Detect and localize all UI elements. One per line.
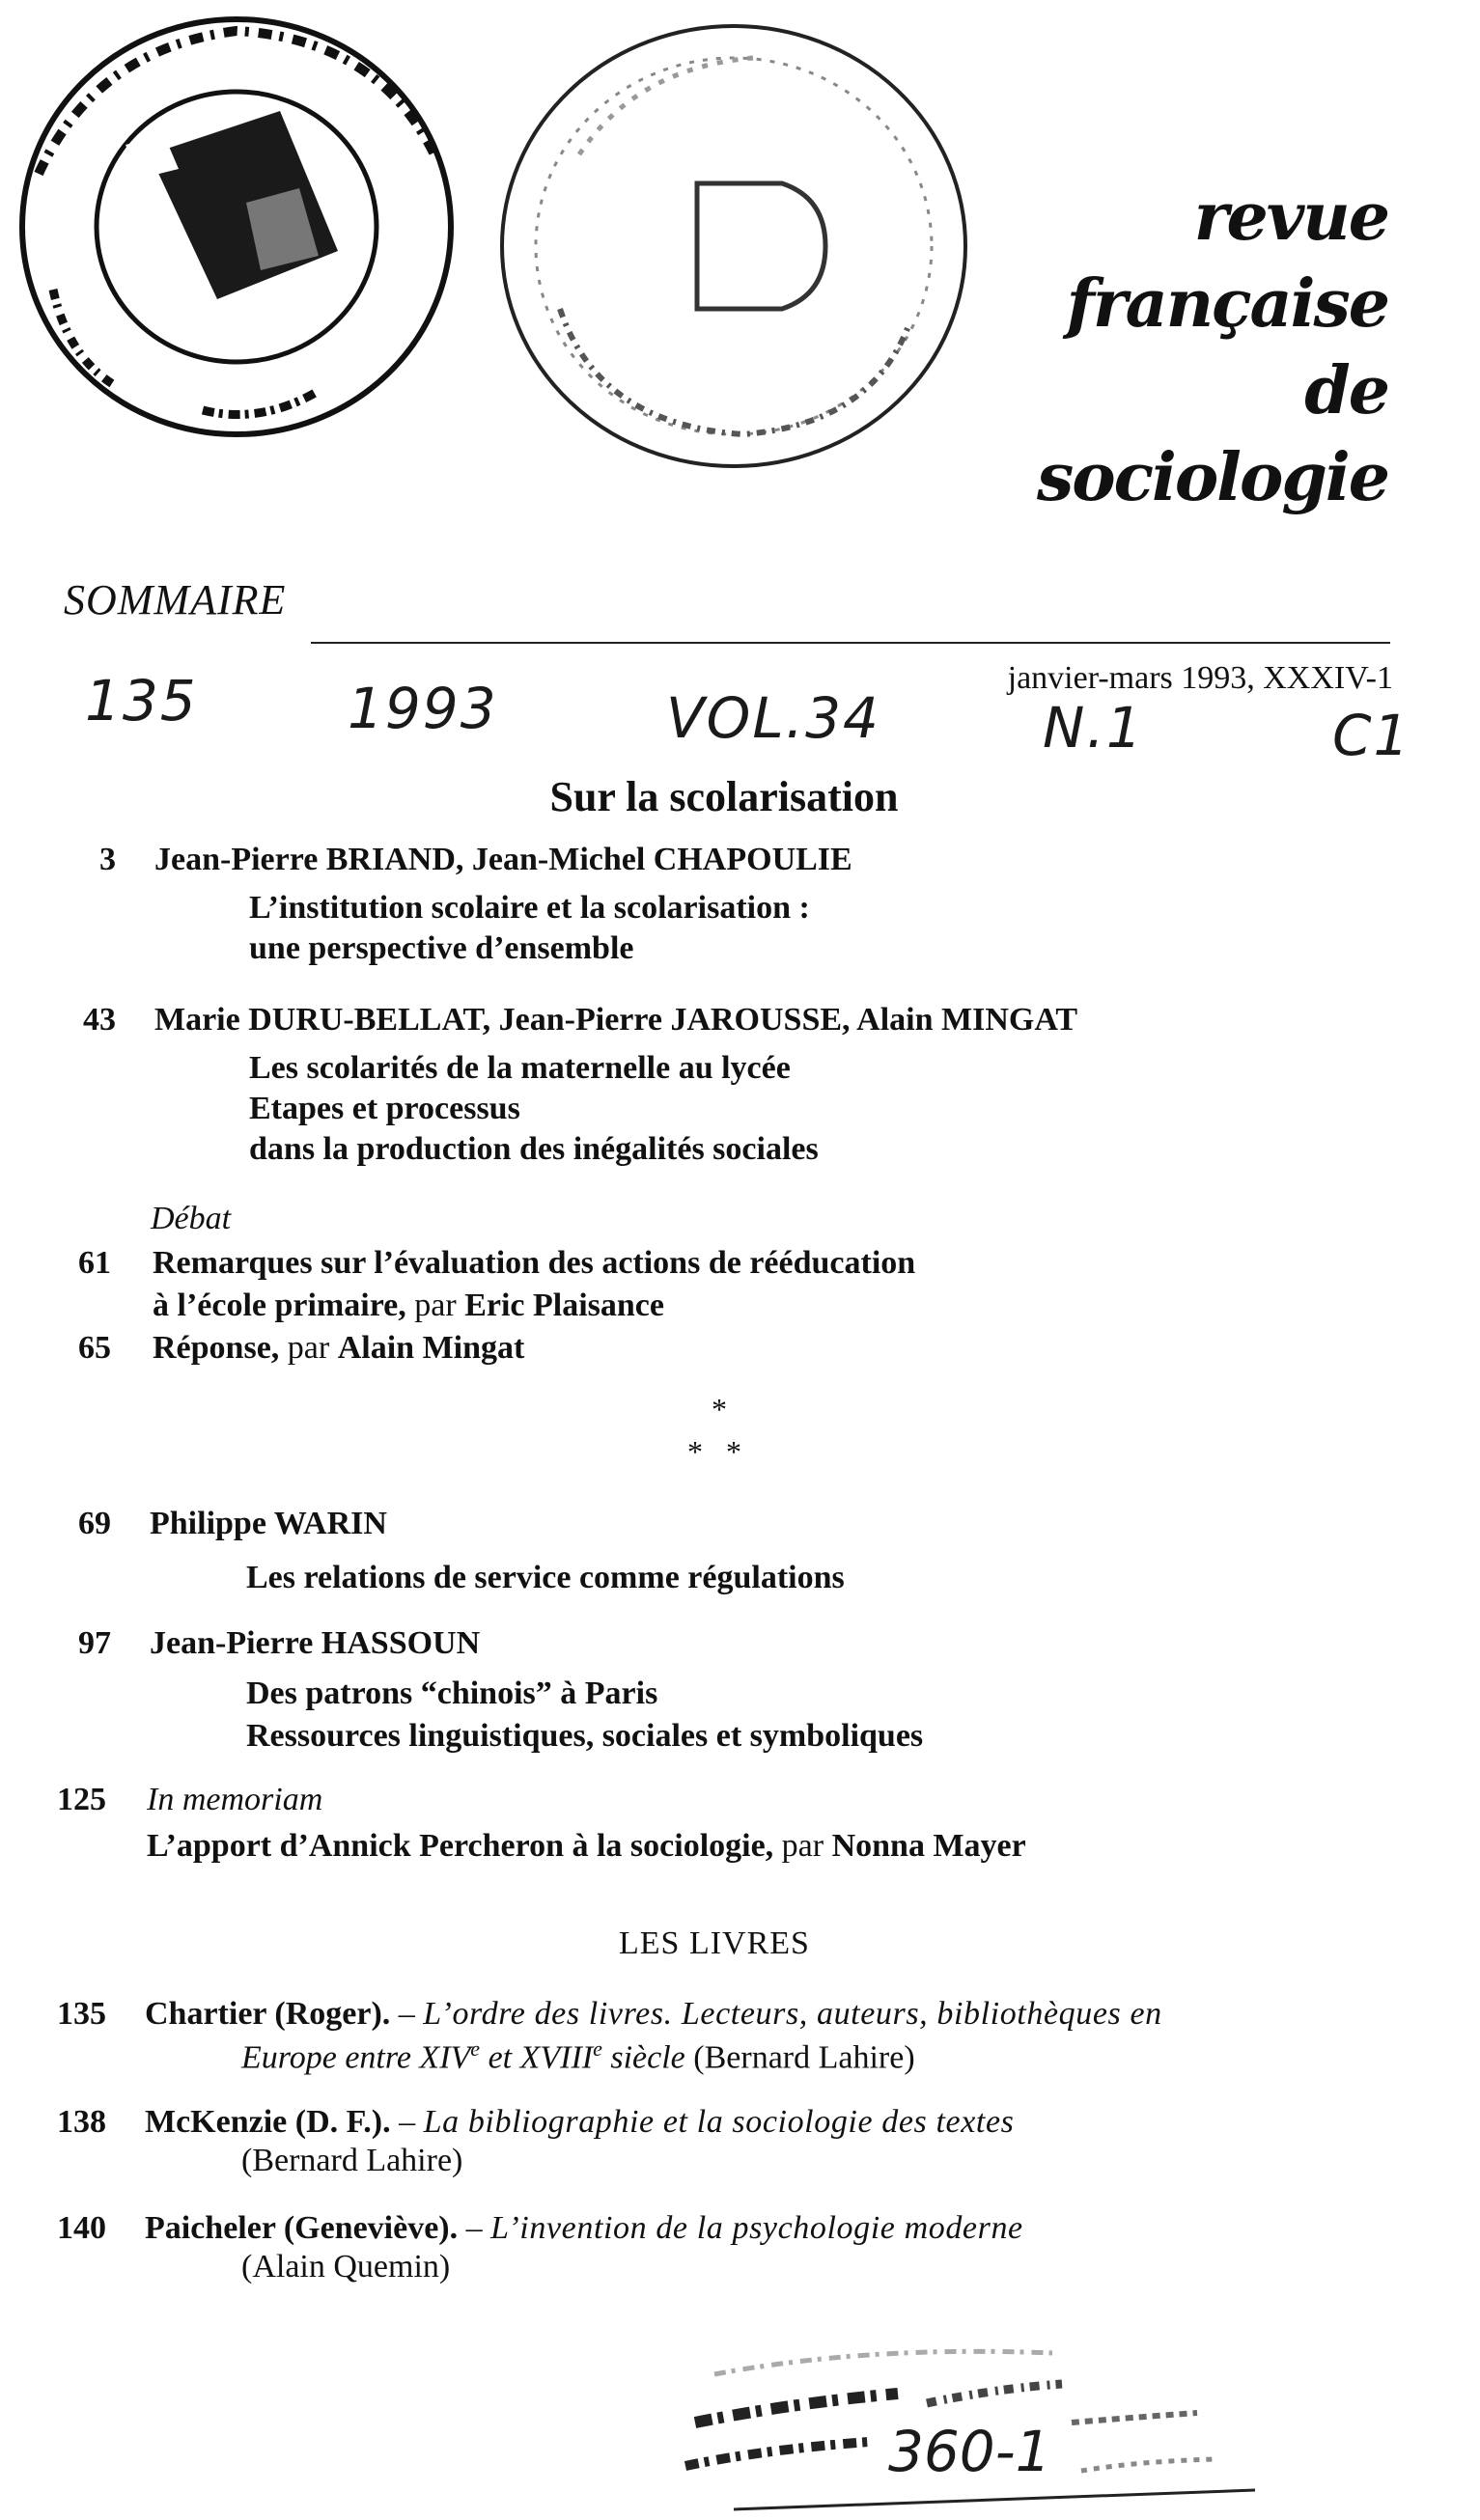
reponse-line — [153, 1330, 524, 1367]
book-title: L’ordre des livres. Lecteurs, auteurs, bibliothèques en — [423, 1996, 1162, 2032]
stamp-number: 360-1 — [888, 2419, 1051, 2484]
page-number: 65 — [78, 1330, 111, 1366]
page-number: 69 — [78, 1506, 111, 1541]
article-title-line: Des patrons “chinois” à Paris — [246, 1675, 658, 1711]
masthead-line-3: de — [1304, 352, 1388, 429]
article-title-line: dans la production des inégalités sociales — [249, 1131, 819, 1167]
handwritten-volume: VOL.34 — [666, 685, 880, 751]
theme-title: Sur la scolarisation — [549, 773, 899, 820]
left-library-seal-icon — [10, 10, 463, 454]
journal-masthead — [1037, 174, 1388, 521]
page-number: 125 — [57, 1782, 106, 1817]
memoriam-line — [147, 1828, 1026, 1865]
handwritten-year: 1993 — [348, 676, 498, 741]
book-title: La bibliographie et la sociologie des textes — [423, 2104, 1015, 2140]
book-line-2 — [241, 2036, 915, 2076]
debat-title-bold: à l’école primaire, — [153, 1288, 406, 1323]
debat-title-line: Remarques sur l’évaluation des actions de rééducation — [153, 1245, 916, 1281]
header-rule — [311, 642, 1390, 644]
issue-date: janvier-mars 1993, XXXIV-1 — [1007, 660, 1393, 696]
debat-label: Débat — [151, 1201, 232, 1236]
book-title-cont: siècle — [601, 2039, 685, 2076]
article-title-line: Les relations de service comme régulations — [246, 1560, 845, 1595]
book-reviewer: (Alain Quemin) — [241, 2249, 451, 2285]
right-round-seal-icon — [492, 19, 975, 473]
reponse-author: Alain Mingat — [337, 1330, 525, 1366]
book-line-1 — [145, 1996, 1162, 2033]
par-word: par — [773, 1828, 832, 1864]
book-line-1 — [145, 2210, 1023, 2247]
book-dash: – — [458, 2210, 491, 2246]
memoriam-author: Nonna Mayer — [831, 1828, 1026, 1864]
handwritten-number: 135 — [85, 668, 198, 734]
bottom-registration-stamp-icon — [676, 2336, 1352, 2515]
article-title-line: une perspective d’ensemble — [249, 930, 634, 966]
masthead-line-4: sociologie — [1036, 439, 1388, 516]
article-title-line: Les scolarités de la maternelle au lycée — [249, 1050, 791, 1086]
par-word: par — [405, 1288, 465, 1323]
article-authors: Jean-Pierre HASSOUN — [150, 1625, 481, 1661]
page-number: 138 — [57, 2104, 106, 2140]
memoriam-label: In memoriam — [147, 1782, 323, 1817]
page-number: 61 — [78, 1245, 111, 1281]
article-title-line: L’institution scolaire et la scolarisation : — [249, 890, 810, 926]
book-author: McKenzie (D. F.). — [145, 2104, 391, 2140]
book-dash: – — [390, 2104, 424, 2140]
debat-author: Eric Plaisance — [464, 1288, 664, 1323]
book-reviewer: (Bernard Lahire) — [241, 2143, 463, 2178]
books-heading: LES LIVRES — [619, 1925, 810, 1961]
article-authors: Philippe WARIN — [150, 1506, 387, 1541]
article-title-line: Ressources linguistiques, sociales et symboliques — [246, 1718, 924, 1754]
masthead-line-2: française — [1066, 265, 1388, 343]
book-author: Paicheler (Geneviève). — [145, 2210, 459, 2246]
book-reviewer: (Bernard Lahire) — [684, 2039, 915, 2076]
masthead-line-1: revue — [1193, 179, 1388, 256]
sommaire-heading: SOMMAIRE — [64, 576, 287, 623]
page-number: 3 — [99, 842, 116, 877]
book-title-cont: Europe entre XIV — [241, 2039, 471, 2076]
superscript: e — [593, 2036, 602, 2061]
memoriam-title: L’apport d’Annick Percheron à la sociologie, — [147, 1828, 774, 1864]
handwritten-issue-no: N.1 — [1043, 695, 1144, 761]
book-title-cont: et XVIII — [480, 2039, 594, 2076]
page-number: 97 — [78, 1625, 111, 1661]
page-number: 43 — [83, 1002, 116, 1038]
book-author: Chartier (Roger). — [145, 1996, 391, 2032]
separator-star-top: * — [712, 1392, 727, 1426]
book-title: L’invention de la psychologie moderne — [490, 2210, 1023, 2246]
handwritten-code: C1 — [1332, 703, 1411, 768]
page-number: 140 — [57, 2210, 106, 2246]
article-authors: Jean-Pierre BRIAND, Jean-Michel CHAPOULIE — [154, 842, 852, 877]
separator-stars-bottom: * * — [687, 1434, 741, 1469]
par-word: par — [279, 1330, 338, 1366]
debat-title-line — [153, 1288, 664, 1324]
superscript: e — [470, 2036, 481, 2061]
reponse-title: Réponse, — [153, 1330, 280, 1366]
book-line-1 — [145, 2104, 1014, 2141]
article-authors: Marie DURU-BELLAT, Jean-Pierre JAROUSSE, Alain MINGAT — [154, 1002, 1078, 1038]
book-dash: – — [390, 1996, 424, 2032]
article-title-line: Etapes et processus — [249, 1091, 520, 1126]
page-number: 135 — [57, 1996, 106, 2032]
